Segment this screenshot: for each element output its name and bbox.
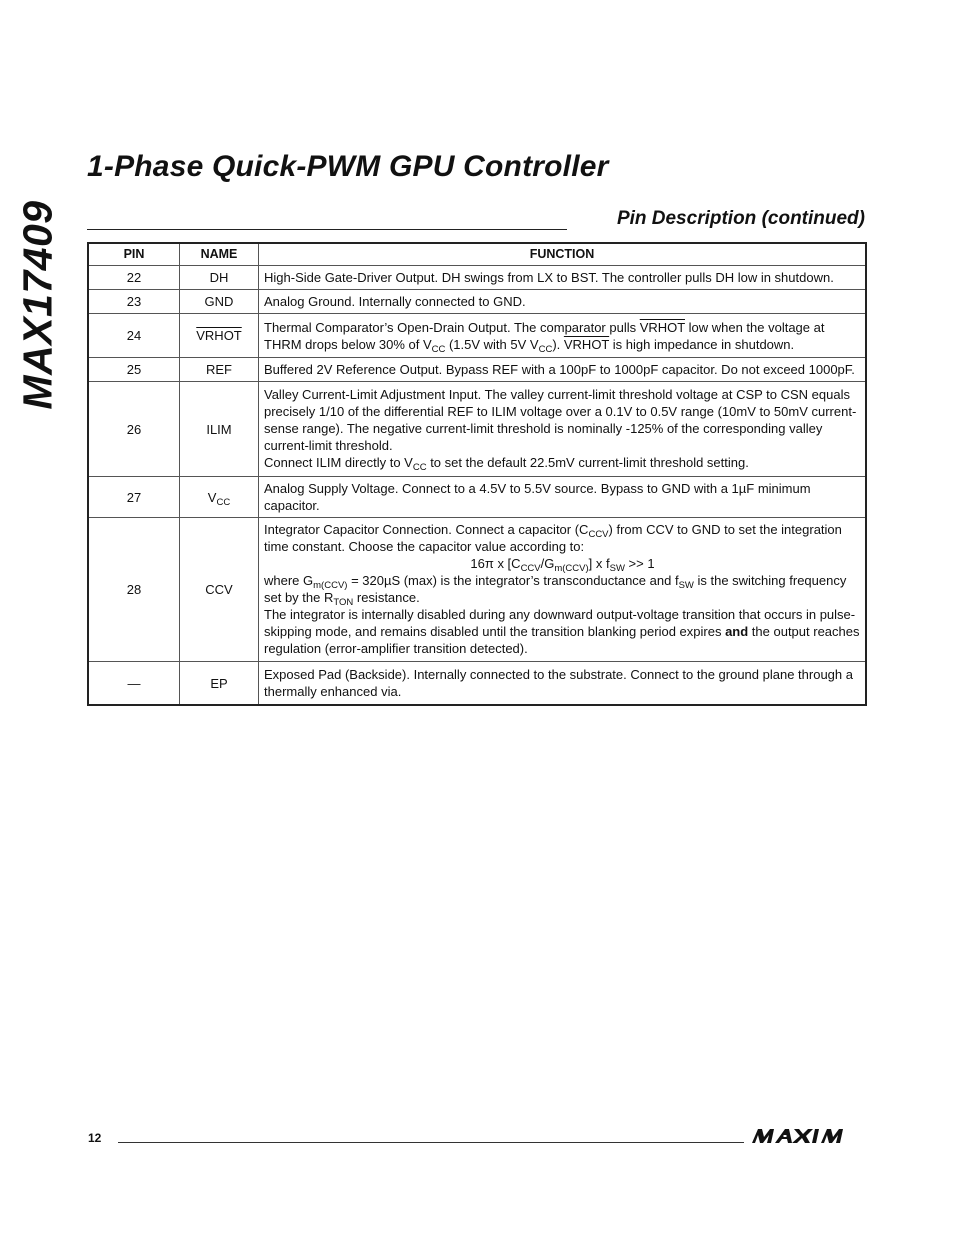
fn-paragraph: Valley Current-Limit Adjustment Input. The valley current-limit threshold voltage at CSP to CSN equals precisely 1/10 of the differential REF to ILIM voltage over a 0.1V to 0.5V range (10mV to 50mV current-sense range). The negative current-limit threshold is nominally -125% of the corresponding valley current-limit threshold. [264, 387, 857, 453]
pin-number: 23 [88, 290, 180, 314]
header-pin: PIN [88, 243, 180, 266]
fn-text: where G [264, 573, 314, 588]
pin-number: — [88, 662, 180, 706]
maxim-logo-icon [752, 1127, 864, 1145]
pin-function: Exposed Pad (Backside). Internally connected to the substrate. Connect to the ground plane through a thermally enhanced via. [259, 662, 867, 706]
fn-subscript: CCV [588, 529, 609, 540]
pin-function: Analog Ground. Internally connected to GND. [259, 290, 867, 314]
pin-name-text: V [207, 489, 217, 505]
pin-description-table [87, 242, 867, 706]
pin-number: 27 [88, 477, 180, 518]
table-row [88, 358, 866, 382]
pin-name: DH [180, 266, 259, 290]
pin-number: 26 [88, 382, 180, 477]
header-function: FUNCTION [259, 243, 867, 266]
table-row [88, 477, 866, 518]
fn-paragraph [264, 521, 861, 555]
fn-text: Integrator Capacitor Connection. Connect a capacitor (C [264, 522, 589, 537]
eq-subscript: m(CCV) [554, 563, 589, 574]
eq-subscript: SW [609, 563, 625, 574]
fn-subscript: CC [431, 343, 446, 355]
page-number: 12 [88, 1131, 102, 1145]
fn-text: ). [552, 336, 564, 352]
pin-name-subscript: CC [216, 496, 231, 508]
pin-name: CCV [180, 518, 259, 662]
pin-number: 28 [88, 518, 180, 662]
pin-name [180, 477, 259, 518]
fn-subscript: CC [538, 343, 553, 355]
pin-function [259, 382, 867, 477]
pin-name: REF [180, 358, 259, 382]
table-row [88, 314, 866, 358]
pin-function: High-Side Gate-Driver Output. DH swings from LX to BST. The controller pulls DH low in shutdown. [259, 266, 867, 290]
pin-function: Buffered 2V Reference Output. Bypass REF with a 100pF to 1000pF capacitor. Do not exceed 1000pF. [259, 358, 867, 382]
fn-bold-text: and [725, 624, 749, 639]
fn-text: The integrator is internally disabled during any downward output-voltage transition that occurs in pulse-skipping mode, and remains disabled until the transition blanking period expires [264, 607, 856, 639]
fn-text: low when the voltage at THRM drops below 30% of V [264, 319, 825, 352]
fn-text: is high impedance in shutdown. [609, 336, 795, 352]
pin-name: ILIM [180, 382, 259, 477]
fn-paragraph [264, 454, 861, 471]
fn-text: ) from CCV to GND to set the integration time constant. Choose the capacitor value according to: [264, 522, 842, 554]
fn-text: resistance. [353, 590, 420, 605]
header-name: NAME [180, 243, 259, 266]
fn-text: = 320µS (max) is the integrator’s transconductance and f [347, 573, 679, 588]
fn-subscript: CC [412, 462, 427, 473]
fn-text: Connect ILIM directly to V [264, 455, 413, 470]
fn-text: the output reaches regulation (error-amplifier transition detected). [264, 624, 860, 656]
fn-text: to set the default 22.5mV current-limit threshold setting. [426, 455, 749, 470]
section-title: Pin Description (continued) [616, 208, 865, 229]
section-rule [87, 229, 567, 230]
document-title: 1-Phase Quick-PWM GPU Controller [87, 150, 609, 183]
fn-subscript: TON [333, 597, 354, 608]
pin-name: GND [180, 290, 259, 314]
pin-number: 24 [88, 314, 180, 358]
pin-function: Analog Supply Voltage. Connect to a 4.5V to 5.5V source. Bypass to GND with a 1µF minimum capacitor. [259, 477, 867, 518]
pin-name: EP [180, 662, 259, 706]
pin-name [180, 314, 259, 358]
fn-text: is the switching frequency set by the R [264, 573, 847, 605]
fn-subscript: SW [678, 580, 694, 591]
eq-text: ] x f [588, 556, 610, 571]
pin-function [259, 518, 867, 662]
eq-text: 16π x [C [470, 556, 521, 571]
pin-name-text: VRHOT [196, 328, 242, 343]
fn-signal: VRHOT [639, 319, 685, 335]
fn-subscript: m(CCV) [313, 580, 348, 591]
table-row [88, 382, 866, 477]
pin-number: 25 [88, 358, 180, 382]
table-row [88, 518, 866, 662]
fn-equation [264, 555, 861, 572]
fn-paragraph [264, 606, 861, 657]
fn-text: (1.5V with 5V V [445, 336, 539, 352]
pin-function [259, 314, 867, 358]
eq-subscript: CCV [520, 563, 541, 574]
table-row [88, 662, 866, 706]
fn-text: Thermal Comparator’s Open-Drain Output. The comparator pulls [264, 319, 640, 335]
fn-signal: VRHOT [563, 336, 610, 352]
side-part-number-text: MAX17409 [14, 200, 61, 410]
table-row [88, 290, 866, 314]
pin-number: 22 [88, 266, 180, 290]
table-header-row [88, 243, 866, 266]
table-row [88, 266, 866, 290]
eq-text: /G [540, 556, 555, 571]
fn-paragraph [264, 572, 861, 606]
side-part-number [12, 200, 64, 410]
eq-text: >> 1 [624, 556, 655, 571]
footer-rule [118, 1142, 744, 1143]
